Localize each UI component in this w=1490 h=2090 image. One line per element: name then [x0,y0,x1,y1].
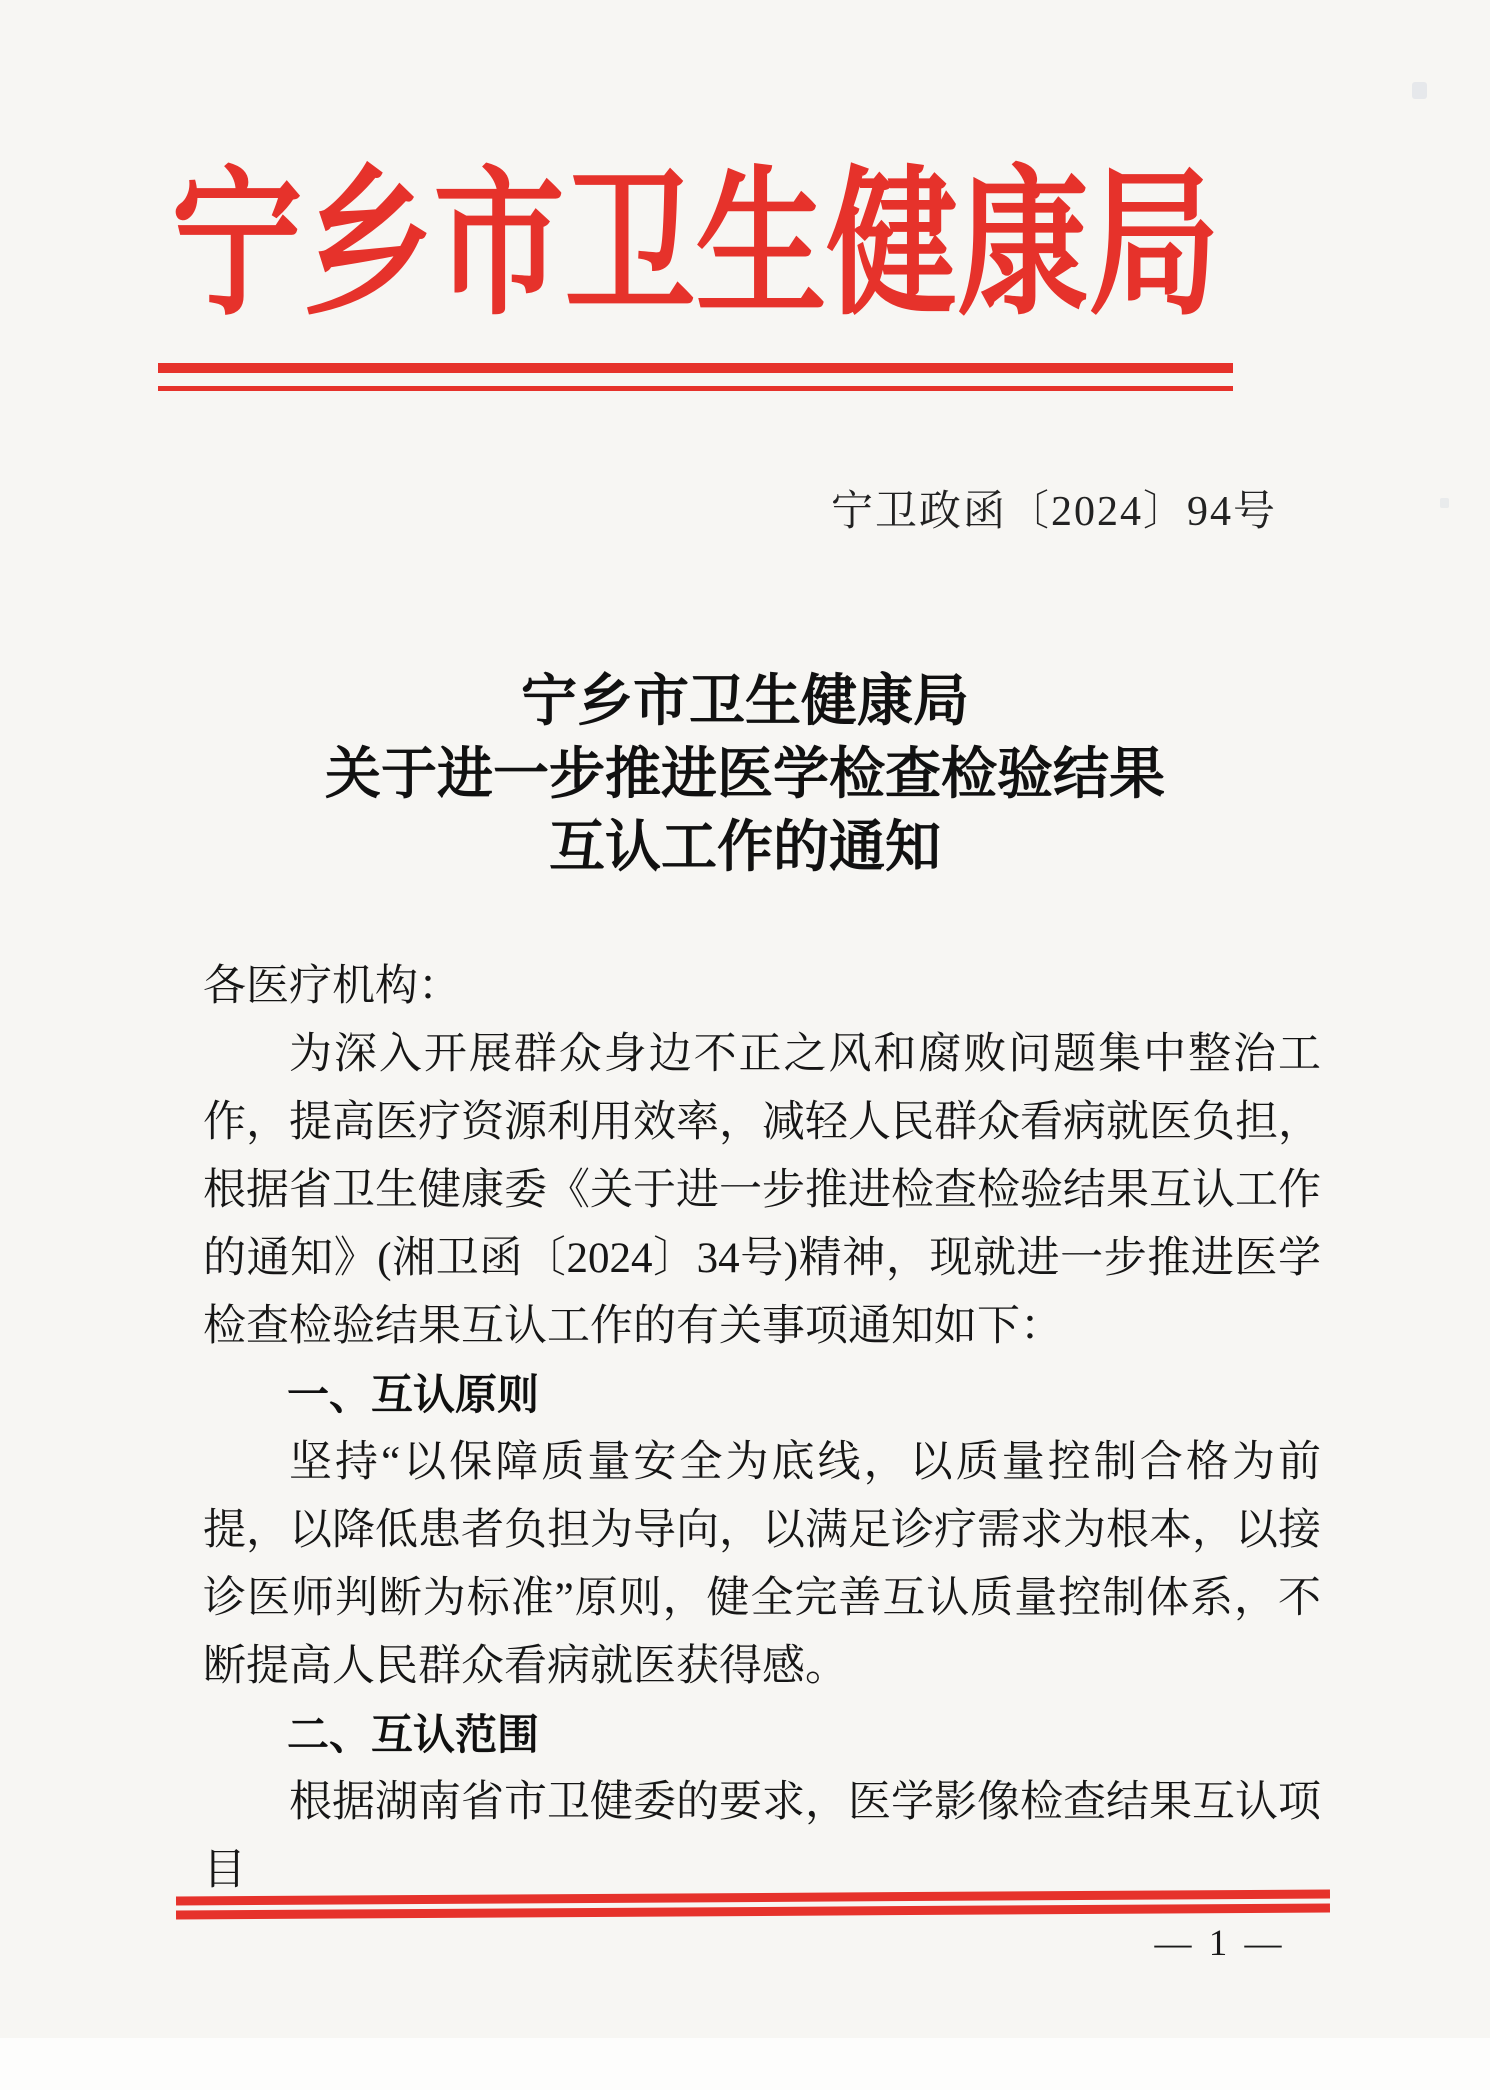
document-number: 宁卫政函〔2024〕94号 [830,489,1277,535]
masthead-rule-thick [158,363,1233,373]
page-number: — 1 — [1154,1923,1286,1964]
section-heading-2: 二、互认范围 [287,1711,540,1758]
document-body [203,953,1321,1905]
title-line-2: 关于进一步推进医学检查检验结果 [325,744,1165,806]
paragraph-principles: 坚持“以保障质量安全为底线，以质量控制合格为前提，以降低患者负担为导向，以满足诊疗需求为根本，以接诊医师判断为标准”原则，健全完善互认质量控制体系，不断提高人民群众看病就医获得感。 [203,1439,1321,1690]
title-line-1: 宁乡市卫生健康局 [521,671,969,733]
paragraph-scope: 根据湖南省市卫健委的要求，医学影像检查结果互认项目 [203,1779,1321,1894]
salutation: 各医疗机构： [203,963,461,1010]
scan-smudge [1412,82,1427,99]
scan-smudge [1440,498,1449,508]
section-heading-1: 一、互认原则 [287,1371,540,1418]
agency-masthead: 宁乡市卫生健康局 [171,157,1220,335]
paragraph-intro: 为深入开展群众身边不正之风和腐败问题集中整治工作，提高医疗资源利用效率，减轻人民群众看病就医负担，根据省卫生健康委《关于进一步推进检查检验结果互认工作的通知》(湘卫函〔2024〕34号)精神，现就进一步推进医学检查检验结果互认工作的有关事项通知如下： [203,1031,1321,1350]
document-title [150,666,1340,885]
scan-edge-strip [0,2038,1490,2090]
title-line-3: 互认工作的通知 [549,817,941,879]
footer-rule-bottom [176,1903,1330,1919]
masthead-rule-thin [158,386,1233,391]
